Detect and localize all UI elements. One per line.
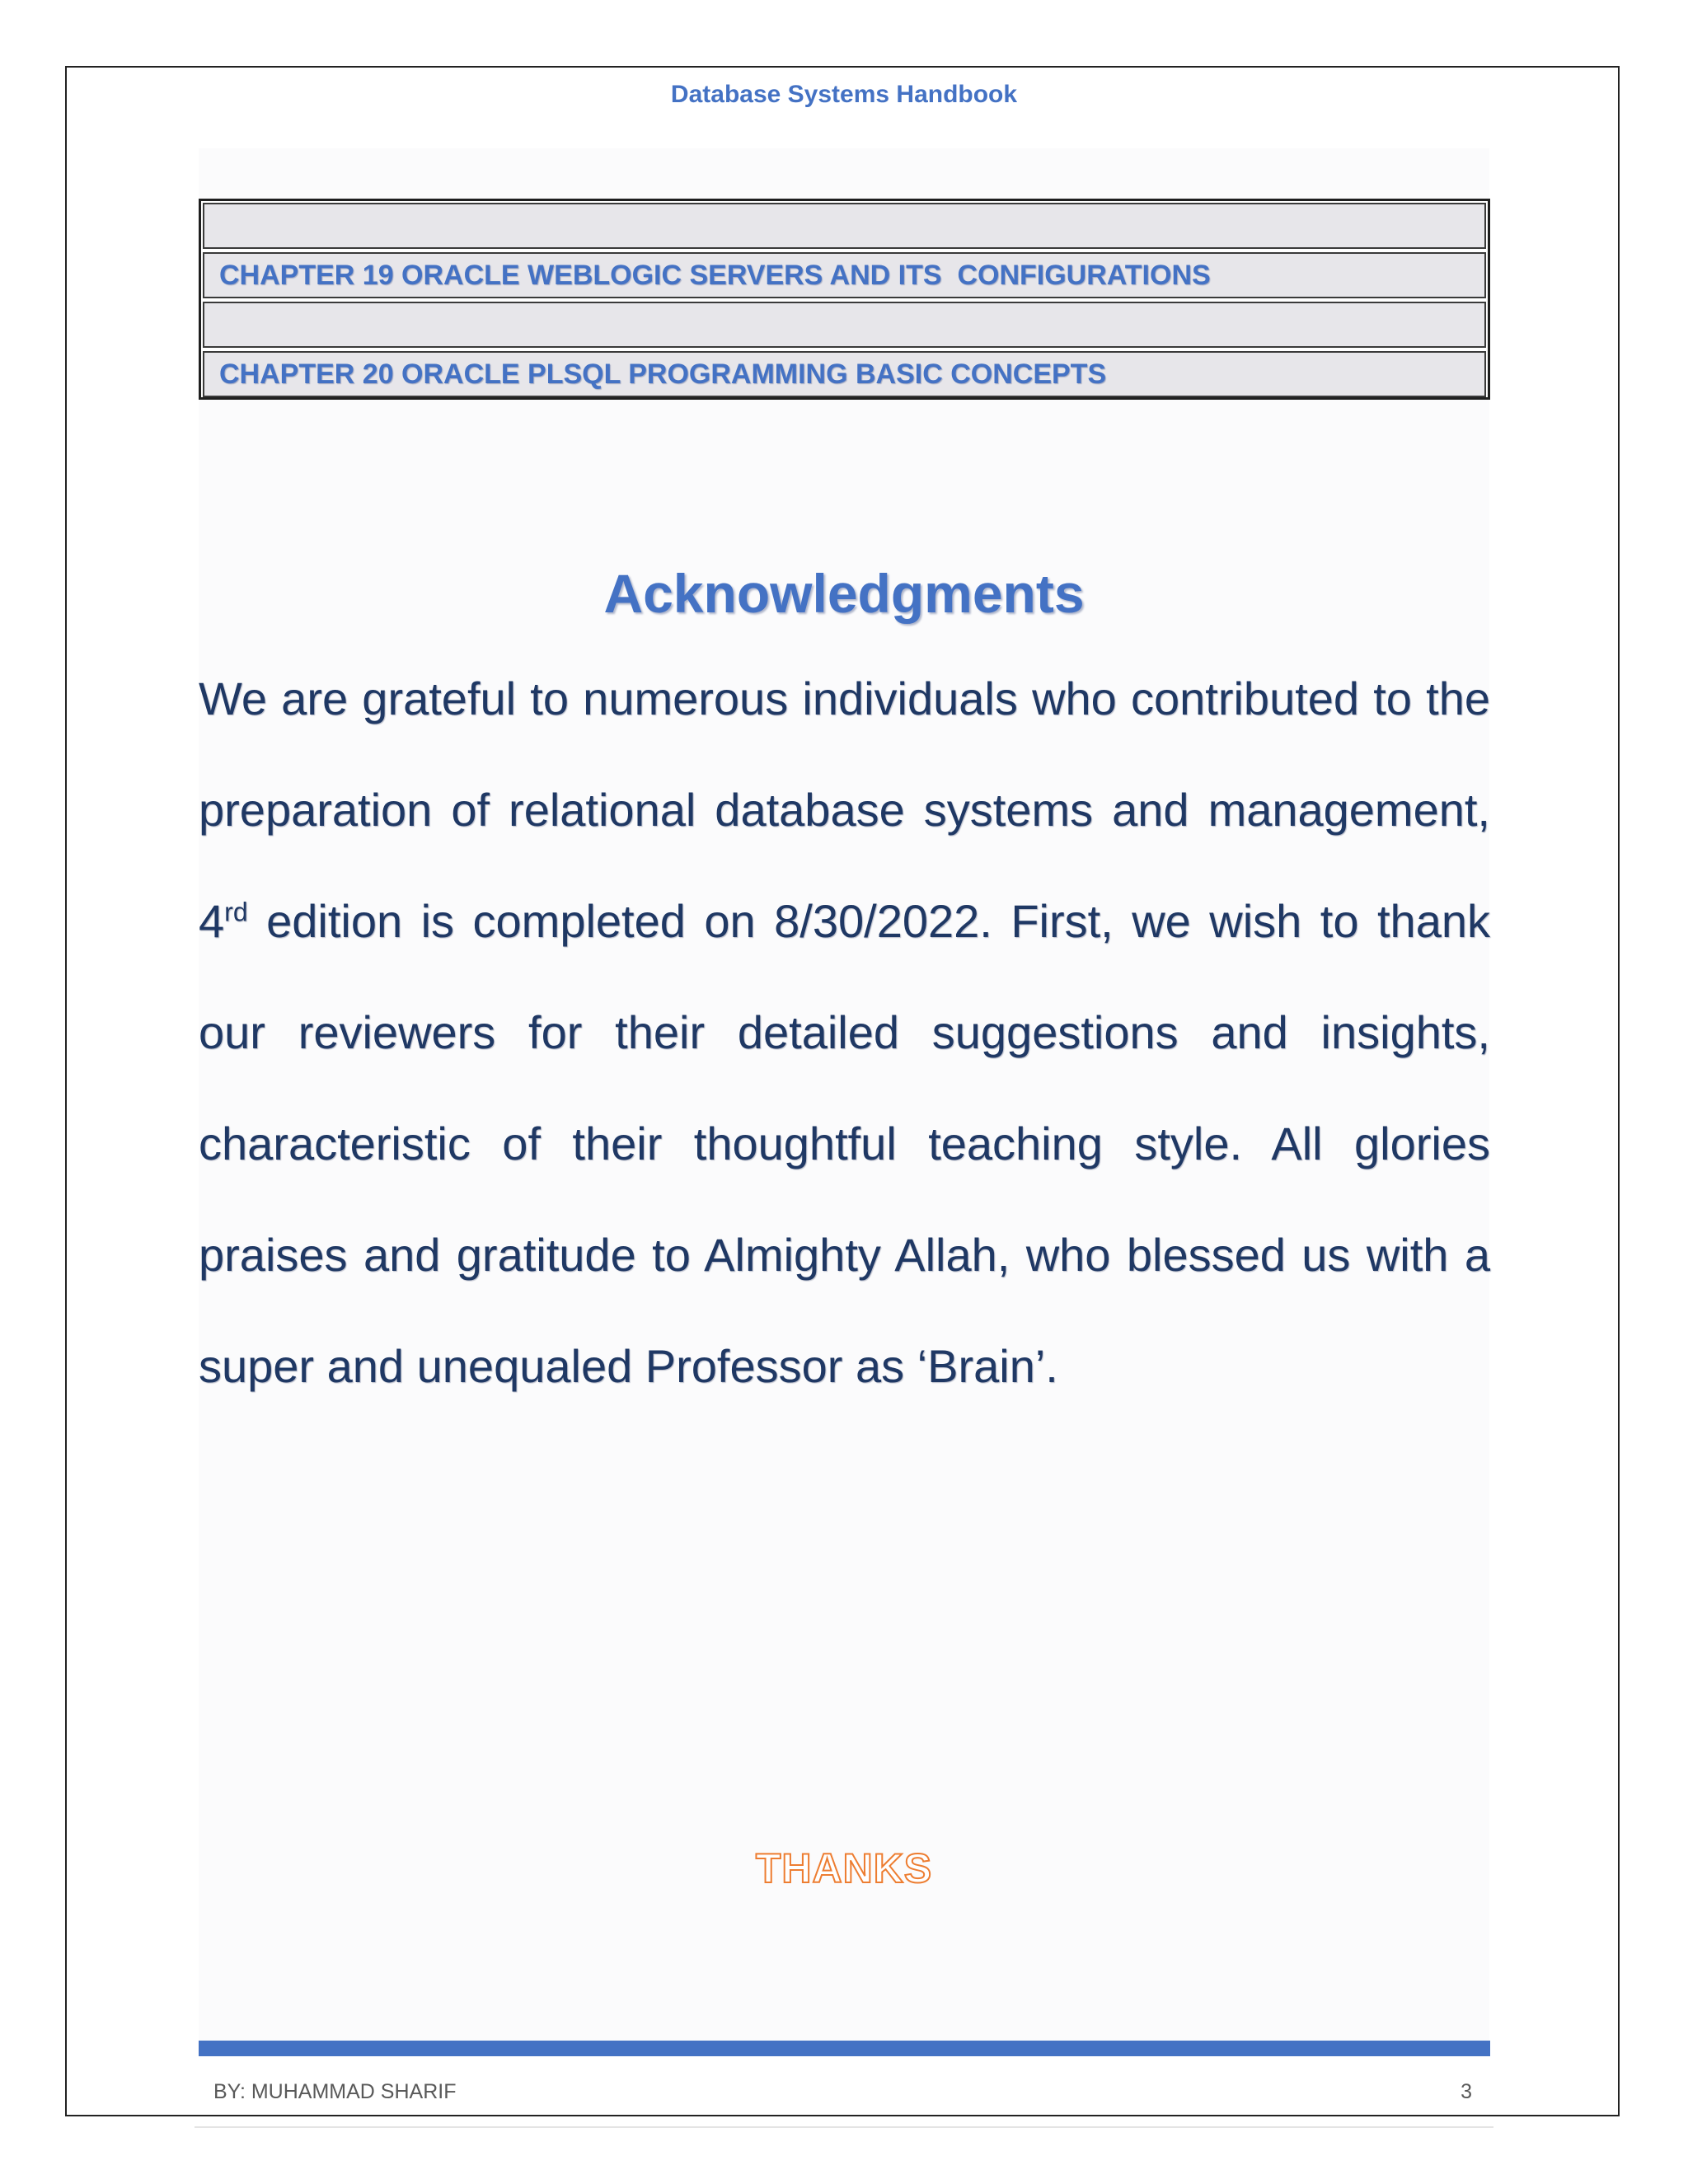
ordinal-superscript: rd <box>224 897 248 927</box>
toc-row-chapter-20[interactable]: CHAPTER 20 ORACLE PLSQL PROGRAMMING BASIC CONCEPTS <box>203 351 1486 397</box>
toc-row-empty <box>203 302 1486 348</box>
running-header-title: Database Systems Handbook <box>670 81 1018 108</box>
acknowledgments-text-end: edition is completed on 8/30/2022. First, we wish to thank our reviewers for their detailed suggestions and insights, characteristic of their thoughtful teaching style. All glories praises and gratitude to Almighty Allah, who blessed us with a super and unequaled Professor as ‘Brain’. <box>199 895 1490 1392</box>
acknowledgments-text-start: We are grateful to numerous individuals who contributed to the preparation of relational database systems and management, 4 <box>199 673 1490 947</box>
toc-row-empty <box>203 203 1486 249</box>
footer-divider <box>199 2041 1490 2056</box>
acknowledgments-paragraph <box>199 643 1490 1422</box>
page-number: 3 <box>1461 2080 1472 2103</box>
page-bottom-rule <box>195 2126 1493 2128</box>
toc-row-chapter-19[interactable]: CHAPTER 19 ORACLE WEBLOGIC SERVERS AND ITS CONFIGURATIONS <box>203 252 1486 298</box>
footer-author: BY: MUHAMMAD SHARIF <box>213 2080 457 2103</box>
table-of-contents <box>199 199 1490 400</box>
acknowledgments-heading: Acknowledgments <box>603 563 1085 624</box>
thanks-wordart: THANKS <box>755 1845 933 1891</box>
